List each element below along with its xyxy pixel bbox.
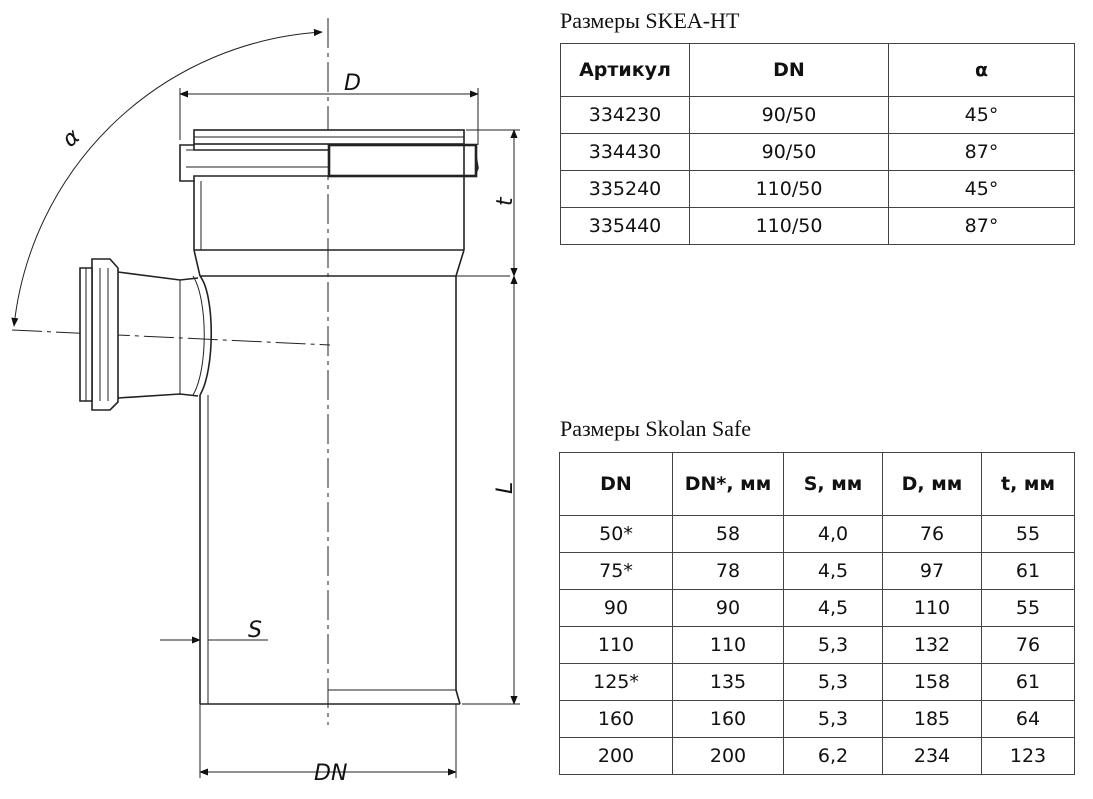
cell: 4,5 — [784, 553, 883, 590]
cell: 6,2 — [784, 738, 883, 775]
header-s-mm: S, мм — [784, 453, 883, 516]
label-DN: DN — [314, 761, 348, 786]
header-dn-mm: DN*, мм — [673, 453, 784, 516]
cell: 123 — [982, 738, 1075, 775]
skolan-safe-table — [559, 452, 1075, 775]
table-header-row — [561, 44, 1075, 97]
cell: 110 — [883, 590, 982, 627]
cell: 55 — [982, 590, 1075, 627]
cell: 45° — [889, 97, 1075, 134]
cell: 334230 — [561, 97, 690, 134]
cell: 200 — [560, 738, 673, 775]
table-row — [560, 738, 1075, 775]
table-row — [560, 516, 1075, 553]
cell: 135 — [673, 664, 784, 701]
cell: 64 — [982, 701, 1075, 738]
cell: 335440 — [561, 208, 690, 245]
label-D: D — [344, 71, 361, 96]
cell: 87° — [889, 134, 1075, 171]
cell: 55 — [982, 516, 1075, 553]
table-row — [561, 134, 1075, 171]
cell: 110/50 — [690, 208, 889, 245]
cell: 97 — [883, 553, 982, 590]
cell: 110/50 — [690, 171, 889, 208]
label-L: L — [493, 481, 518, 494]
cell: 4,5 — [784, 590, 883, 627]
cell: 90 — [560, 590, 673, 627]
cell: 132 — [883, 627, 982, 664]
table-row — [561, 171, 1075, 208]
cell: 185 — [883, 701, 982, 738]
header-alpha: α — [889, 44, 1075, 97]
label-S: S — [248, 618, 262, 643]
table-row — [561, 208, 1075, 245]
header-t-mm: t, мм — [982, 453, 1075, 516]
header-d-mm: D, мм — [883, 453, 982, 516]
cell: 110 — [673, 627, 784, 664]
tee-fitting-drawing — [0, 0, 545, 799]
label-alpha: α — [57, 124, 85, 153]
branch-axis-line — [12, 330, 330, 345]
cell: 5,3 — [784, 627, 883, 664]
cell: 90/50 — [690, 134, 889, 171]
cell: 58 — [673, 516, 784, 553]
table-row — [560, 627, 1075, 664]
cell: 61 — [982, 664, 1075, 701]
cell: 5,3 — [784, 664, 883, 701]
table-header-row — [560, 453, 1075, 516]
table-row — [560, 664, 1075, 701]
skea-ht-table — [560, 43, 1075, 245]
cell: 61 — [982, 553, 1075, 590]
cell: 160 — [560, 701, 673, 738]
cell: 334430 — [561, 134, 690, 171]
cell: 90/50 — [690, 97, 889, 134]
cell: 158 — [883, 664, 982, 701]
table1-caption: Размеры SKEA-HT — [560, 8, 740, 33]
cell: 160 — [673, 701, 784, 738]
label-t: t — [493, 197, 518, 206]
cell: 110 — [560, 627, 673, 664]
cell: 234 — [883, 738, 982, 775]
cell: 90 — [673, 590, 784, 627]
table-row — [560, 590, 1075, 627]
cell: 78 — [673, 553, 784, 590]
cell: 76 — [883, 516, 982, 553]
cell: 87° — [889, 208, 1075, 245]
cell: 45° — [889, 171, 1075, 208]
cell: 125* — [560, 664, 673, 701]
cell: 76 — [982, 627, 1075, 664]
table-row — [560, 701, 1075, 738]
header-article: Артикул — [561, 44, 690, 97]
table-row — [561, 97, 1075, 134]
table-row — [560, 553, 1075, 590]
cell: 5,3 — [784, 701, 883, 738]
cell: 4,0 — [784, 516, 883, 553]
cell: 200 — [673, 738, 784, 775]
header-dn: DN — [690, 44, 889, 97]
table2-caption: Размеры Skolan Safe — [560, 416, 752, 441]
header-dn: DN — [560, 453, 673, 516]
cell: 50* — [560, 516, 673, 553]
dim-alpha-arc — [14, 32, 322, 326]
cell: 75* — [560, 553, 673, 590]
cell: 335240 — [561, 171, 690, 208]
